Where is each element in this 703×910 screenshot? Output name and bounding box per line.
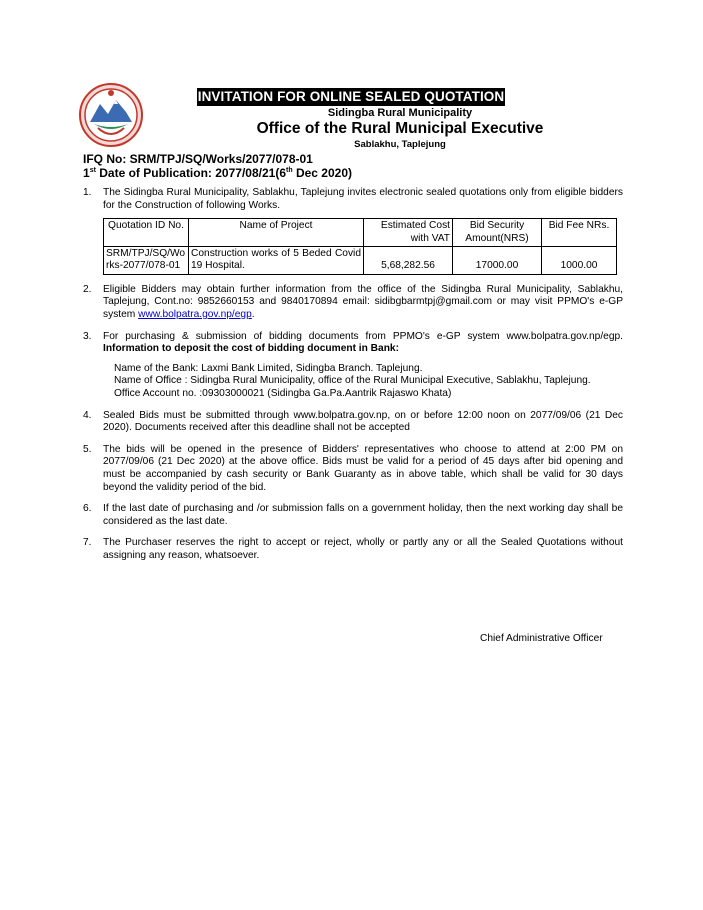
col-bid-fee: Bid Fee NRs. <box>542 219 617 247</box>
signature-title: Chief Administrative Officer <box>480 633 603 644</box>
cell-bid-fee: 1000.00 <box>542 247 617 275</box>
col-project-name: Name of Project <box>189 219 364 247</box>
bank-office: Name of Office : Sidingba Rural Municipality, office of the Rural Municipal Executive, Sablakhu, Taplejung. <box>114 375 591 387</box>
quotation-table <box>103 218 617 275</box>
col-bid-security: Bid Security Amount(NRS) <box>453 219 542 247</box>
cell-quotation-id: SRM/TPJ/SQ/Works-2077/078-01 <box>104 247 189 275</box>
clause-4: 4. Sealed Bids must be submitted through www.bolpatra.gov.np, on or before 12:00 noon on 2077/09/06 (21 Dec 2020). Documents received after this deadline shall not be accepted <box>83 409 623 434</box>
ifq-number: IFQ No: SRM/TPJ/SQ/Works/2077/078-01 <box>83 152 313 166</box>
bank-account: Office Account no. :09303000021 (Sidingba Ga.Pa.Aantrik Rajaswo Khata) <box>114 387 452 399</box>
nepal-emblem-icon <box>78 82 144 148</box>
clause-5: 5. The bids will be opened in the presence of Bidders' representatives who choose to attend at 2:00 PM on 2077/09/06 (21 Dec 2020) at the above office. Bids must be valid for a period of 45 days after bid opening and must be accompanied by cash security or Bank Guaranty as in above table, which shall be valid for 30 days beyond the validity period of the bid. <box>83 443 623 493</box>
bank-details <box>83 363 623 401</box>
office-location: Sablakhu, Taplejung <box>354 139 446 150</box>
clause-2: 2. Eligible Bidders may obtain further information from the office of the Sidingba Rural Municipality, Sablakhu, Taplejung, Cont.no: 9852660153 and 9840170894 email: sidibgbarmtpj@gmail.com or may visit PPMO's e-GP system www.bolpatra.gov.np/egp. <box>83 283 623 320</box>
clause-7: 7. The Purchaser reserves the right to accept or reject, wholly or partly any or all the Sealed Quotations without assigning any reason, whatsoever. <box>83 537 623 561</box>
clause-6: 6. If the last date of purchasing and /or submission falls on a government holiday, then the next working day shall be considered as the last date. <box>83 503 623 527</box>
table-header-row <box>104 219 617 247</box>
table-row <box>104 247 617 275</box>
col-estimated-cost: Estimated Cost with VAT <box>364 219 453 247</box>
municipality-name: Sidingba Rural Municipality <box>327 107 473 119</box>
clause-1: 1. The Sidingba Rural Municipality, Sablakhu, Taplejung invites electronic sealed quotations only from eligible bidders for the Construction of following Works. Quotation ID No. Name of Project Estimated Cost with VAT Bid Security Amount(NRS) Bid Fee NRs. SRM/TPJ/SQ/Works-2077/078-01 Construction works of 5 Beded Covid 19 Hospital. 5,68,282.56 17000.00 1000.00 <box>83 187 623 275</box>
document-title: INVITATION FOR ONLINE SEALED QUOTATION <box>197 89 505 104</box>
cell-project-name: Construction works of 5 Beded Covid 19 Hospital. <box>189 247 364 275</box>
document-body <box>83 187 623 572</box>
bank-name: Name of the Bank: Laxmi Bank Limited, Sidingba Branch. Taplejung. <box>114 362 423 374</box>
cell-estimated-cost: 5,68,282.56 <box>364 247 453 275</box>
clause-3: 3. For purchasing & submission of bidding documents from PPMO's e-GP system www.bolpatra.gov.np/egp. Information to deposit the cost of bidding document in Bank: <box>83 330 623 355</box>
egp-link[interactable]: www.bolpatra.gov.np/egp <box>138 309 252 320</box>
cell-bid-security: 17000.00 <box>453 247 542 275</box>
col-quotation-id: Quotation ID No. <box>104 219 189 247</box>
publication-date: 1st Date of Publication: 2077/08/21(6th Dec 2020) <box>83 166 352 180</box>
office-name: Office of the Rural Municipal Executive <box>256 120 544 137</box>
